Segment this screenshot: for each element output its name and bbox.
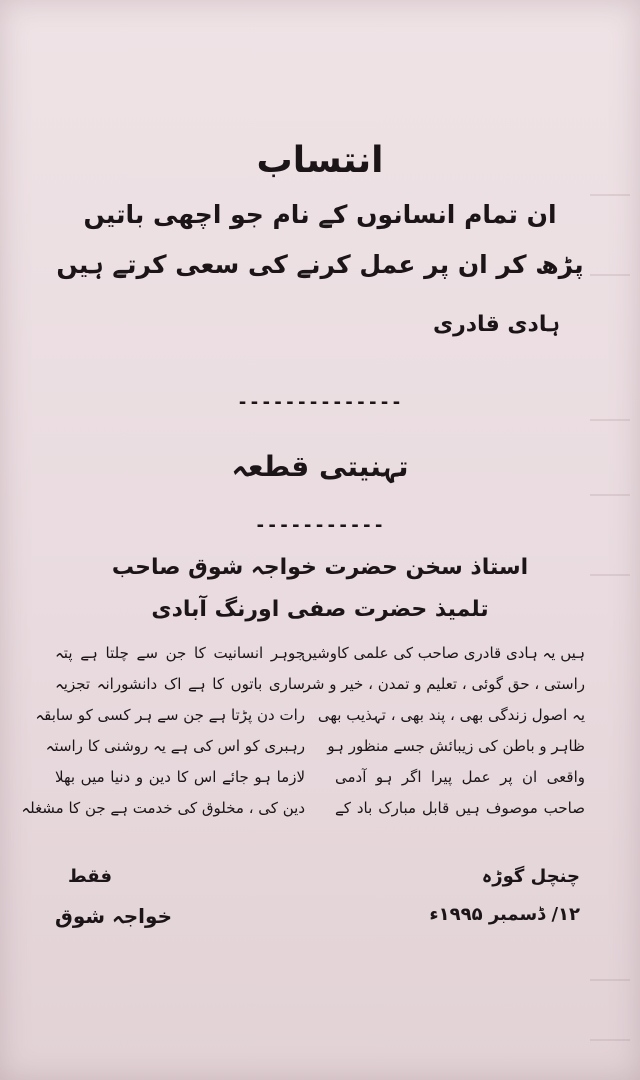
bleed-through-mark [590,965,630,981]
poem-line: راستی ، حق گوئی ، تعلیم و تمدن ، خیر و شر [303,675,585,693]
bleed-through-mark [590,1025,630,1041]
poem-line: رات دن پڑتا ہے جن سے ہر کسی کو سابقہ [35,706,305,724]
footer-signature: خواجہ شوق [55,904,172,928]
dedication-author: ہادی قادری [432,312,560,337]
footer-place: چنچل گوڑہ [481,866,580,887]
footer-date: ۱۲/ ڈسمبر ۱۹۹۵ء [429,904,580,925]
poem-left-column [21,638,305,824]
poem-line: ساری باتوں کا ہے اک دانشورانہ تجزیہ [55,675,305,693]
poem-line: رہبری کو اس کی ہے یہ روشنی کا راستہ [45,737,305,755]
dedication-line-1: ان تمام انسانوں کے نام جو اچھی باتیں [83,200,557,229]
footer-closing: فقط [68,866,113,887]
section-subtitle: تہنیتی قطعہ [231,450,409,483]
poem-right-column [301,638,585,824]
poet-credit-line-2: تلمیذ حضرت صفی اورنگ آبادی [151,597,489,622]
poem-line: دین کی ، مخلوق کی خدمت ہے جن کا مشغلہ [21,799,305,817]
poem-line: یہ اصول زندگی بھی ، پند بھی ، تہذیب بھی [317,706,585,724]
separator-top: -------------- [237,392,403,413]
dedication-line-2: پڑھ کر ان پر عمل کرنے کی سعی کرتے ہیں [56,250,584,279]
bleed-through-mark [590,180,630,196]
poem-line: جوہر انسانیت کا جن سے چلتا ہے پتہ [55,644,305,662]
page-title: انتساب [256,140,384,181]
poem-line: صاحب موصوف ہیں قابل مبارک باد کے [335,799,585,817]
separator-bottom: ----------- [254,515,386,536]
poem-line: ظاہر و باطن کی زیبائش جسے منظور ہو [327,737,585,755]
poem-line: لازما ہو جائے اس کا دین و دنیا میں بھلا [55,768,305,786]
poem-line: ہیں یہ ہادی قادری صاحب کی علمی کاوشیں [301,644,585,662]
poem-line: واقعی ان پر عمل پیرا اگر ہو آدمی [335,768,585,786]
poet-credit-line-1: استاذ سخن حضرت خواجہ شوق صاحب [111,555,529,580]
